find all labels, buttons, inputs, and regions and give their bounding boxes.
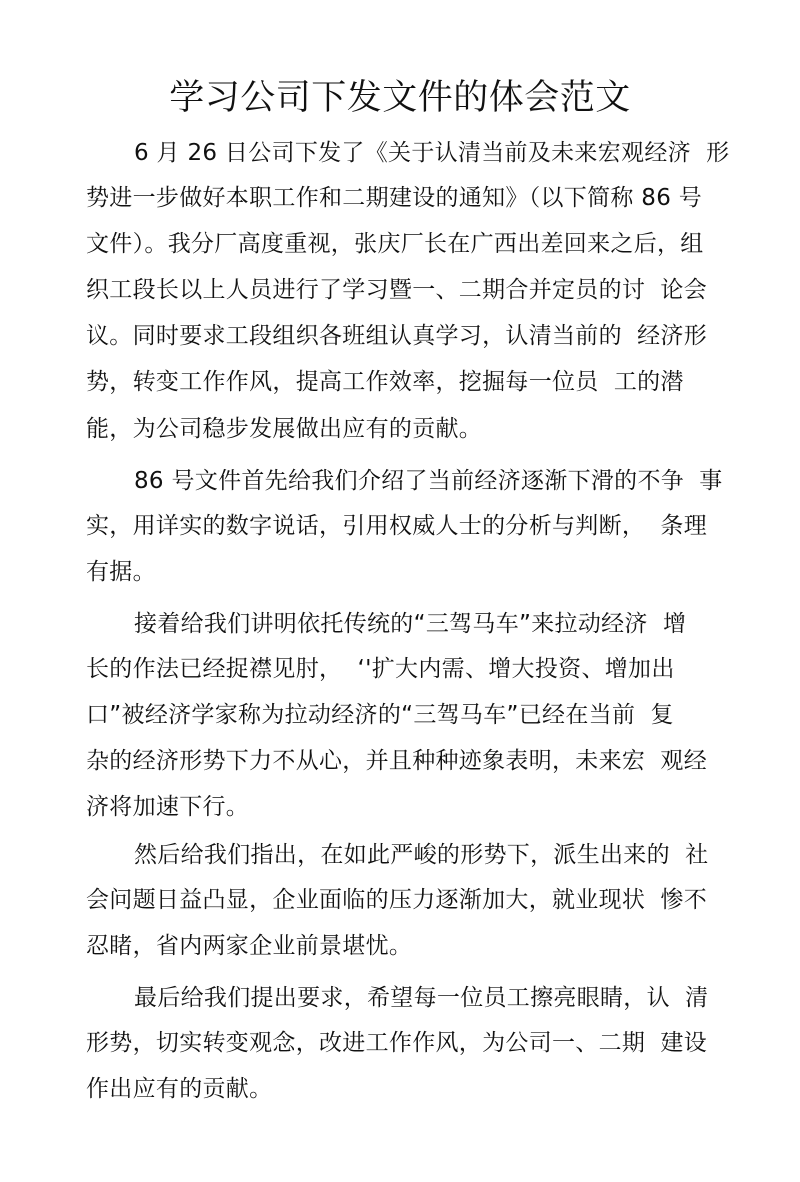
- text-line: 然后给我们指出，在如此严峻的形势下，派生出来的 社: [134, 842, 709, 868]
- text-line: 会问题日益凸显，企业面临的压力逐渐加大，就业现状 惨不: [86, 887, 708, 913]
- text-line: 有据。: [86, 559, 156, 585]
- text-line: 86 号文件首先给我们介绍了当前经济逐渐下滑的不争 事: [134, 468, 723, 494]
- text-line: 口”被经济学家称为拉动经济的“三驾马车”已经在当前 复: [86, 702, 674, 728]
- text-line: 济将加速下行。: [86, 794, 250, 820]
- text-line: 最后给我们提出要求，希望每一位员工擦亮眼睛，认 清: [134, 985, 709, 1011]
- text-line: 杂的经济形势下力不从心，并且种种迹象表明，未来宏 观经: [86, 748, 708, 774]
- text-line: 作出应有的贡献。: [86, 1076, 273, 1102]
- text-line: 文件）。我分厂高度重视，张庆厂长在广西出差回来之后，组: [86, 231, 704, 257]
- text-line: 势，转变工作作风，提高工作效率，挖掘每一位员 工的潜: [86, 369, 684, 395]
- text-line: 织工段长以上人员进行了学习暨一、二期合并定员的讨 论会: [86, 277, 708, 303]
- text-line: 议。同时要求工段组织各班组认真学习，认清当前的 经济形: [86, 323, 708, 349]
- text-line: 势进一步做好本职工作和二期建设的通知》（以下简称 86 号: [86, 185, 703, 211]
- page-title: 学习公司下发文件的体会范文: [169, 78, 631, 118]
- text-line: 接着给我们讲明依托传统的“三驾马车”来拉动经济 增: [134, 611, 687, 637]
- text-line: 能，为公司稳步发展做出应有的贡献。: [86, 416, 483, 442]
- text-line: 形势，切实转变观念，改进工作作风，为公司一、二期 建设: [86, 1030, 708, 1056]
- text-line: 6 月 26 日公司下发了《关于认清当前及未来宏观经济 形: [134, 140, 730, 166]
- text-line: 长的作法已经捉襟见肘， ‘'扩大内需、增大投资、增加出: [86, 656, 675, 682]
- text-line: 实，用详实的数字说话，引用权威人士的分析与判断， 条理: [86, 513, 708, 539]
- text-line: 忍睹，省内两家企业前景堪忧。: [86, 933, 413, 959]
